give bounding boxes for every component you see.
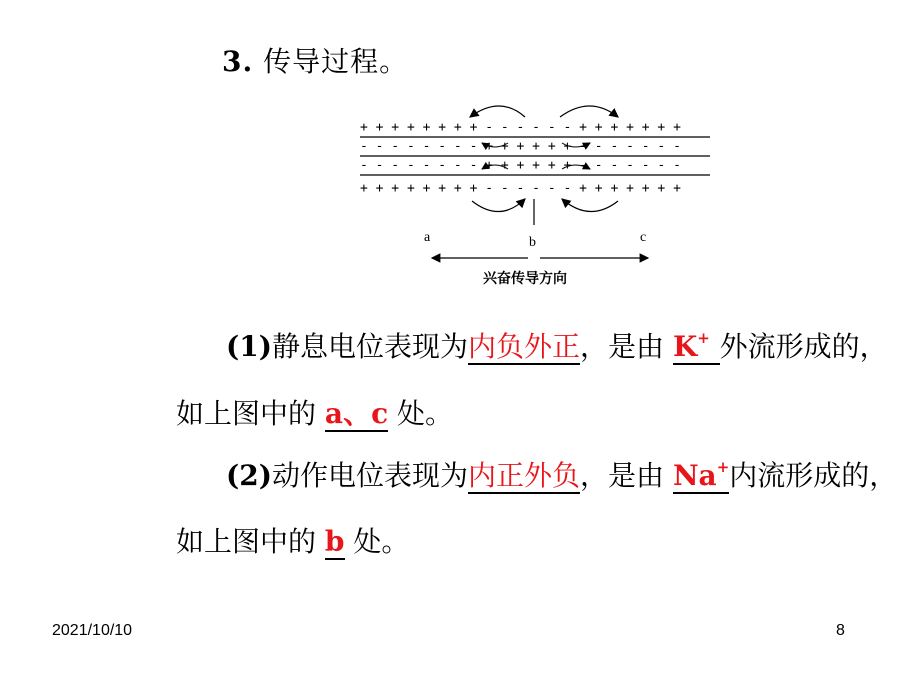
charge-row-inner-top: - - - - - - - - + + + + + + - - - - - - - (360, 139, 681, 154)
current-arrow-bottom-right (562, 199, 618, 212)
para1-answer-2 (673, 330, 720, 365)
para2-answer-2 (673, 459, 729, 494)
direction-label: 兴奋传导方向 (483, 271, 567, 287)
para1-answer-2-base: K (672, 330, 698, 363)
current-arrow-top-left (470, 106, 525, 117)
para1-text-e: 处。 (397, 397, 454, 430)
para2-answer-2-sup: + (716, 458, 730, 476)
para2-answer-1: 内正外负 (468, 460, 580, 494)
para2-text-c: 内流形成的， (729, 459, 898, 492)
para2-text-e: 处。 (353, 525, 410, 558)
label-c: c (640, 230, 647, 245)
para1-line2 (176, 392, 453, 432)
label-b: b (529, 235, 536, 250)
para1-text-c: 外流形成的， (719, 330, 888, 363)
para1-num: (1) (226, 330, 272, 363)
para1-text-b: ，是由 (580, 330, 665, 363)
para1-text-d: 如上图中的 (176, 397, 317, 430)
conduction-diagram (350, 95, 720, 295)
para1-text-a: 静息电位表现为 (271, 330, 468, 363)
footer-date: 2021/10/10 (52, 622, 133, 639)
heading-text: 传导过程。 (263, 45, 409, 78)
para1-answer-1: 内负外正 (468, 331, 580, 365)
heading-number: 3. (222, 45, 254, 78)
para2-line1 (226, 454, 897, 494)
para1-answer-2-sup: + (697, 329, 710, 347)
para2-text-d: 如上图中的 (176, 525, 317, 558)
para2-text-b: ，是由 (580, 459, 665, 492)
charge-row-outer-bottom: + + + + + + + + - - - - - - + + + + + + + (360, 181, 681, 196)
current-arrow-bottom-left (472, 199, 525, 212)
label-a: a (424, 230, 431, 245)
para2-num: (2) (226, 459, 272, 492)
para2-line2 (176, 520, 409, 560)
para2-answer-2-base: Na (672, 459, 717, 492)
page-number: 8 (836, 622, 845, 639)
slide-heading (222, 40, 408, 80)
para1-line1 (226, 325, 888, 365)
current-arrow-top-right (560, 106, 618, 117)
charge-row-outer-top: + + + + + + + + - - - - - - + + + + + + + (360, 120, 681, 135)
para1-answer-3: a、c (325, 398, 388, 432)
para2-answer-3: b (325, 526, 345, 560)
charge-row-inner-bottom: - - - - - - - - + + + + + + - - - - - - - (360, 158, 681, 173)
para2-text-a: 动作电位表现为 (271, 459, 468, 492)
